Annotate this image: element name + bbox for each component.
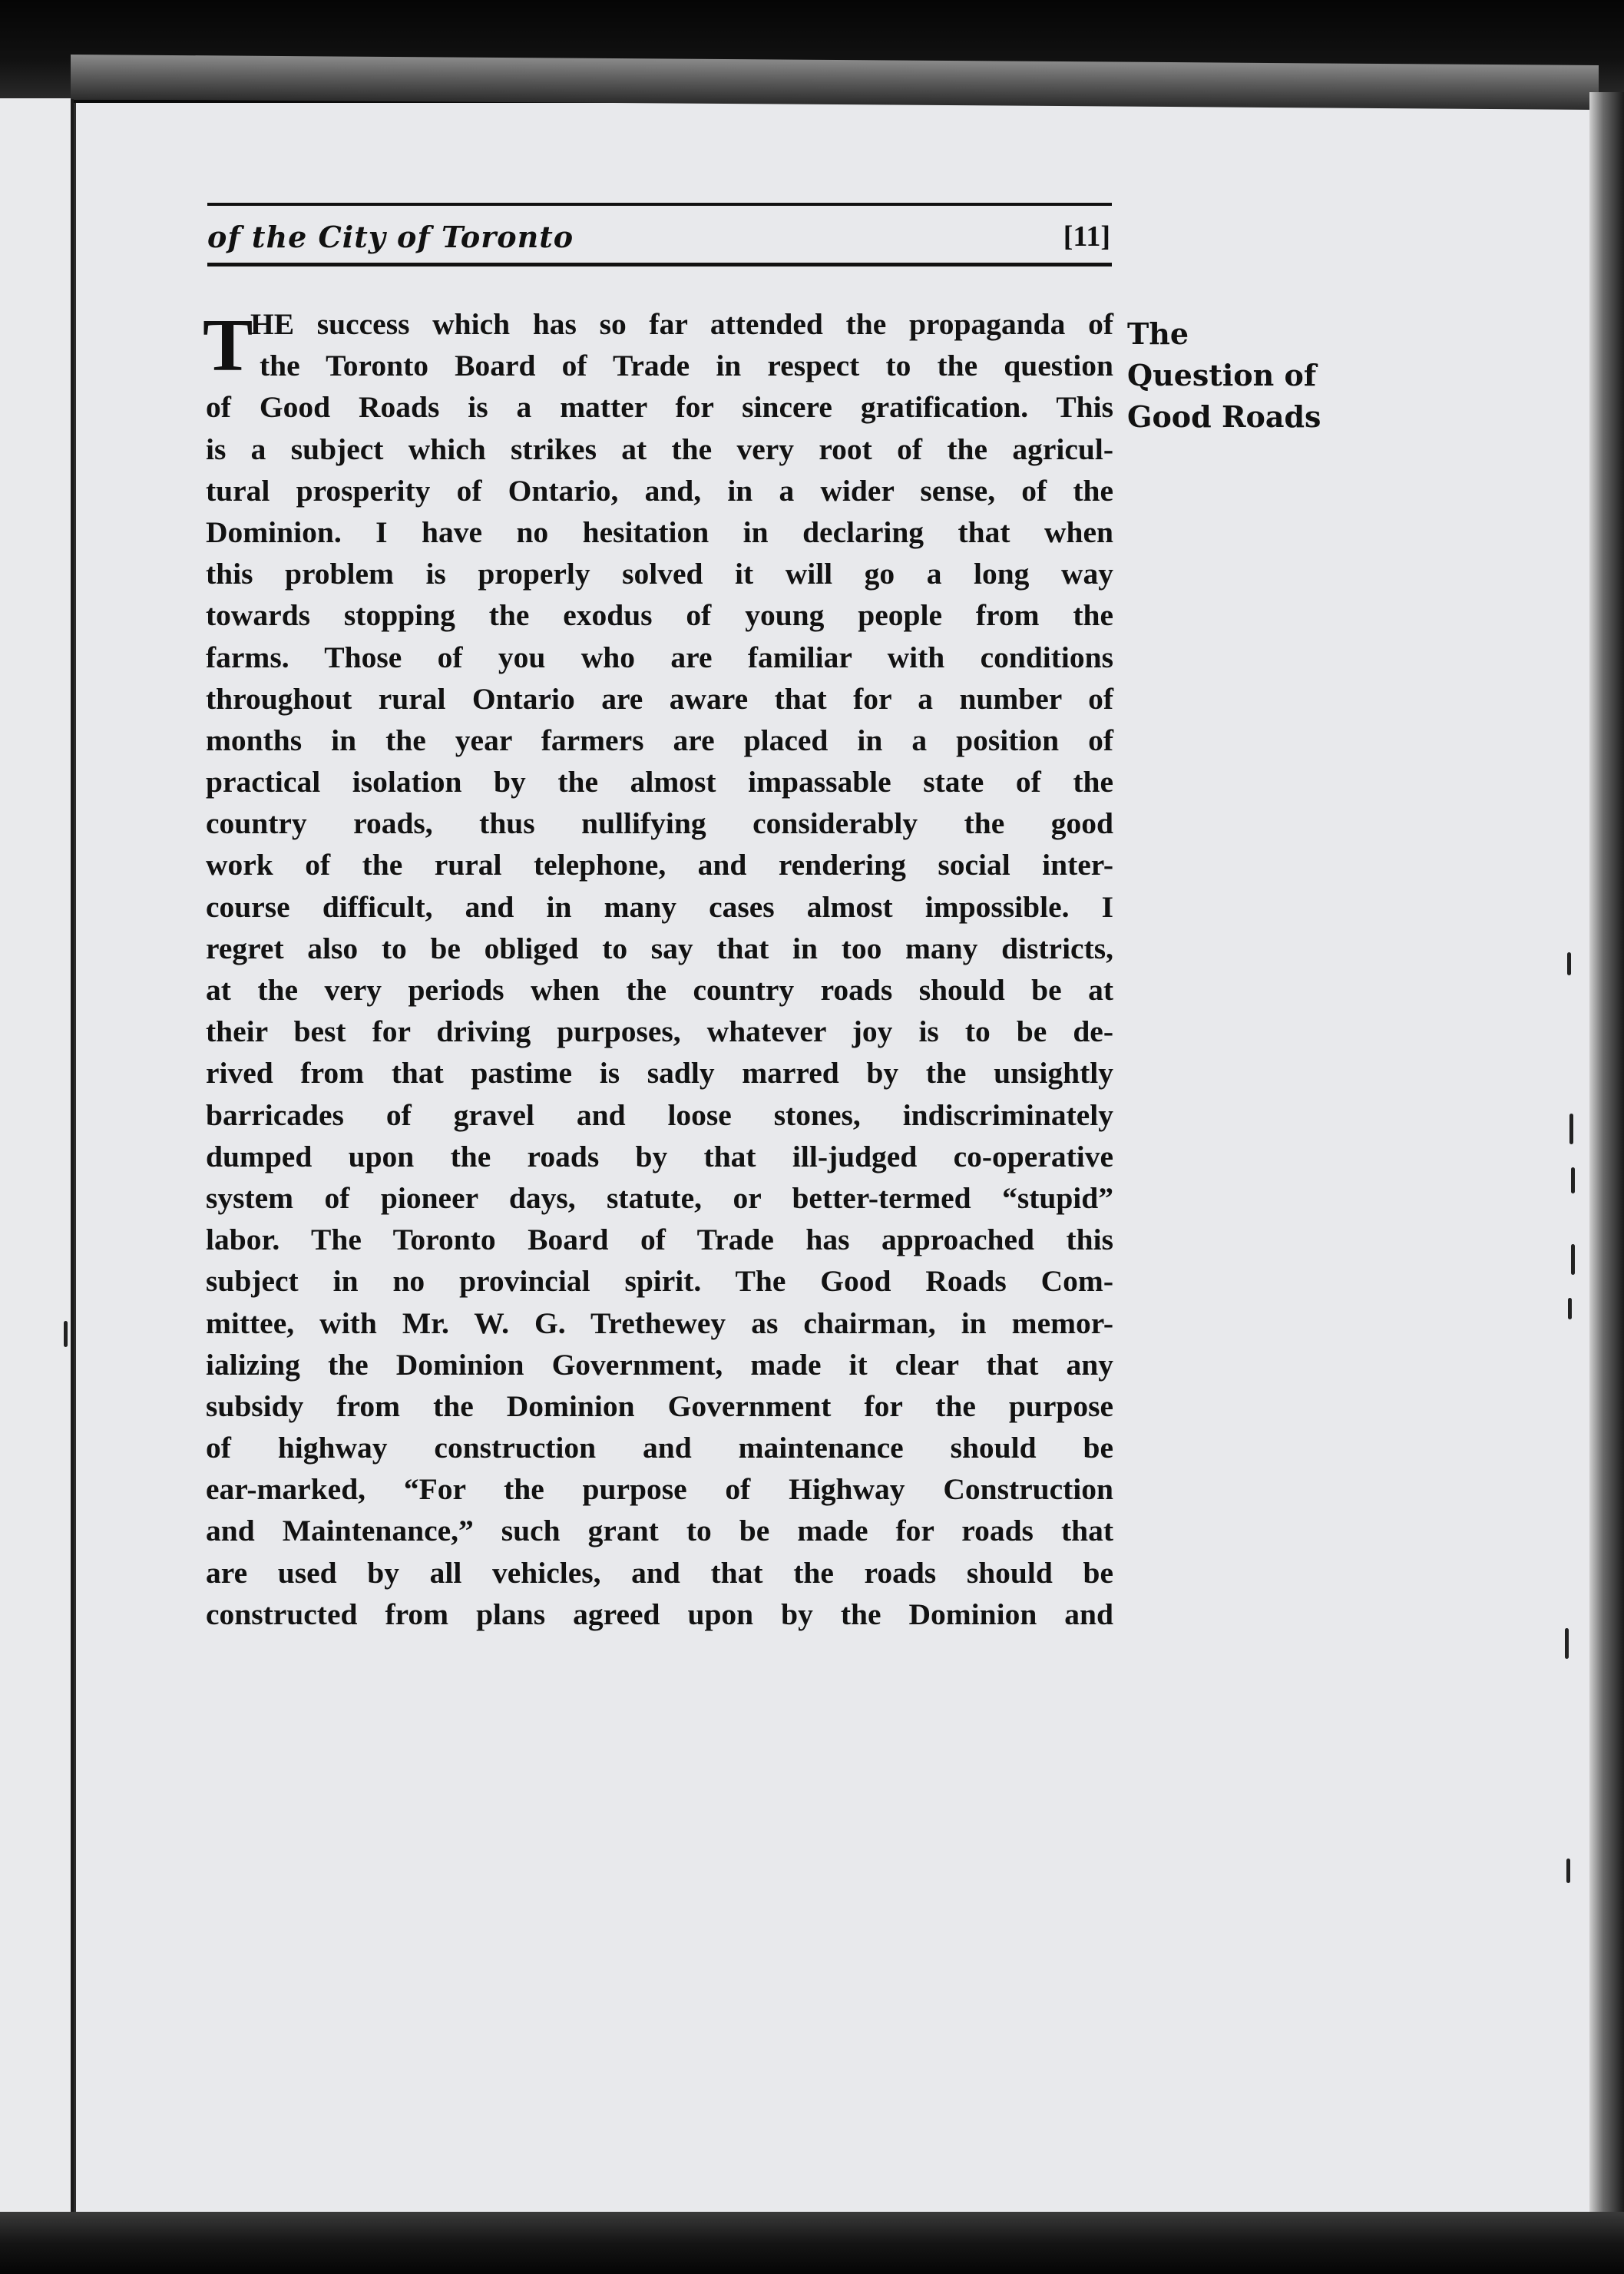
text-line: at the very periods when the country roads should be at [206, 973, 1113, 1007]
text-line: of Good Roads is a matter for sincere gratification. This [206, 390, 1113, 425]
edge-mark [64, 1321, 68, 1347]
edge-mark [1565, 1628, 1569, 1659]
text-line: of highway construction and maintenance should be [206, 1431, 1113, 1465]
margin-sidenote [1127, 313, 1321, 438]
edge-mark [1571, 1244, 1575, 1275]
page-right-edge [1589, 92, 1624, 2227]
sidenote-line: Good Roads [1127, 399, 1321, 434]
text-line: practical isolation by the almost impassable state of the [206, 765, 1113, 799]
edge-mark [1568, 1298, 1572, 1319]
sidenote-line: The [1127, 316, 1189, 351]
edge-mark [1566, 1859, 1570, 1883]
edge-mark [1571, 1167, 1575, 1193]
page-number: [11] [1063, 220, 1110, 253]
text-line: labor. The Toronto Board of Trade has approached this [206, 1223, 1113, 1257]
edge-mark [1567, 952, 1571, 975]
text-line: ear-marked, “For the purpose of Highway Construction [206, 1472, 1113, 1507]
text-line: is a subject which strikes at the very root of the agricul- [206, 432, 1113, 466]
text-line: ializing the Dominion Government, made it clear that any [206, 1347, 1113, 1382]
text-line: are used by all vehicles, and that the roads should be [206, 1555, 1113, 1590]
text-line: dumped upon the roads by that ill-judged co-operative [206, 1139, 1113, 1173]
text-line: subject in no provincial spirit. The Good Roads Com- [206, 1264, 1113, 1299]
sidenote-line: Question of [1127, 358, 1317, 392]
text-line: HE success which has so far attended the propaganda of [250, 307, 1113, 341]
text-line: Dominion. I have no hesitation in declaring that when [206, 515, 1113, 549]
text-line: constructed from plans agreed upon by the Dominion and [206, 1597, 1113, 1631]
header-rule-top [207, 203, 1112, 206]
text-line: system of pioneer days, statute, or better-termed “stupid” [206, 1180, 1113, 1215]
text-line: rived from that pastime is sadly marred by the unsightly [206, 1056, 1113, 1091]
text-line: regret also to be obliged to say that in too many districts, [206, 931, 1113, 965]
text-line: mittee, with Mr. W. G. Trethewey as chairman, in memor- [206, 1306, 1113, 1340]
edge-mark [1569, 1114, 1573, 1144]
text-line: this problem is properly solved it will go a long way [206, 557, 1113, 591]
scan-bottom-border [0, 2212, 1624, 2274]
text-line: work of the rural telephone, and rendering social inter- [206, 848, 1113, 882]
text-line: farms. Those of you who are familiar with conditions [206, 640, 1113, 674]
text-line: the Toronto Board of Trade in respect to the question [260, 349, 1113, 383]
text-line: tural prosperity of Ontario, and, in a wider sense, of the [206, 473, 1113, 508]
text-line: their best for driving purposes, whatever joy is to be de- [206, 1015, 1113, 1049]
text-line: barricades of gravel and loose stones, indiscriminately [206, 1097, 1113, 1132]
body-paragraph [203, 303, 1113, 1635]
text-line: subsidy from the Dominion Government for the purpose [206, 1389, 1113, 1423]
running-header [207, 203, 1112, 269]
facing-page-edge [0, 98, 74, 2232]
running-title: of the City of Toronto [207, 220, 574, 254]
text-line: course difficult, and in many cases almost impossible. I [206, 889, 1113, 924]
text-line: months in the year farmers are placed in a position of [206, 723, 1113, 757]
text-line: towards stopping the exodus of young people from the [206, 598, 1113, 633]
text-line: and Maintenance,” such grant to be made for roads that [206, 1514, 1113, 1548]
drop-cap: T [203, 304, 253, 387]
header-rule-bottom [207, 263, 1112, 266]
text-line: throughout rural Ontario are aware that for a number of [206, 681, 1113, 716]
text-line: country roads, thus nullifying considerably the good [206, 806, 1113, 841]
